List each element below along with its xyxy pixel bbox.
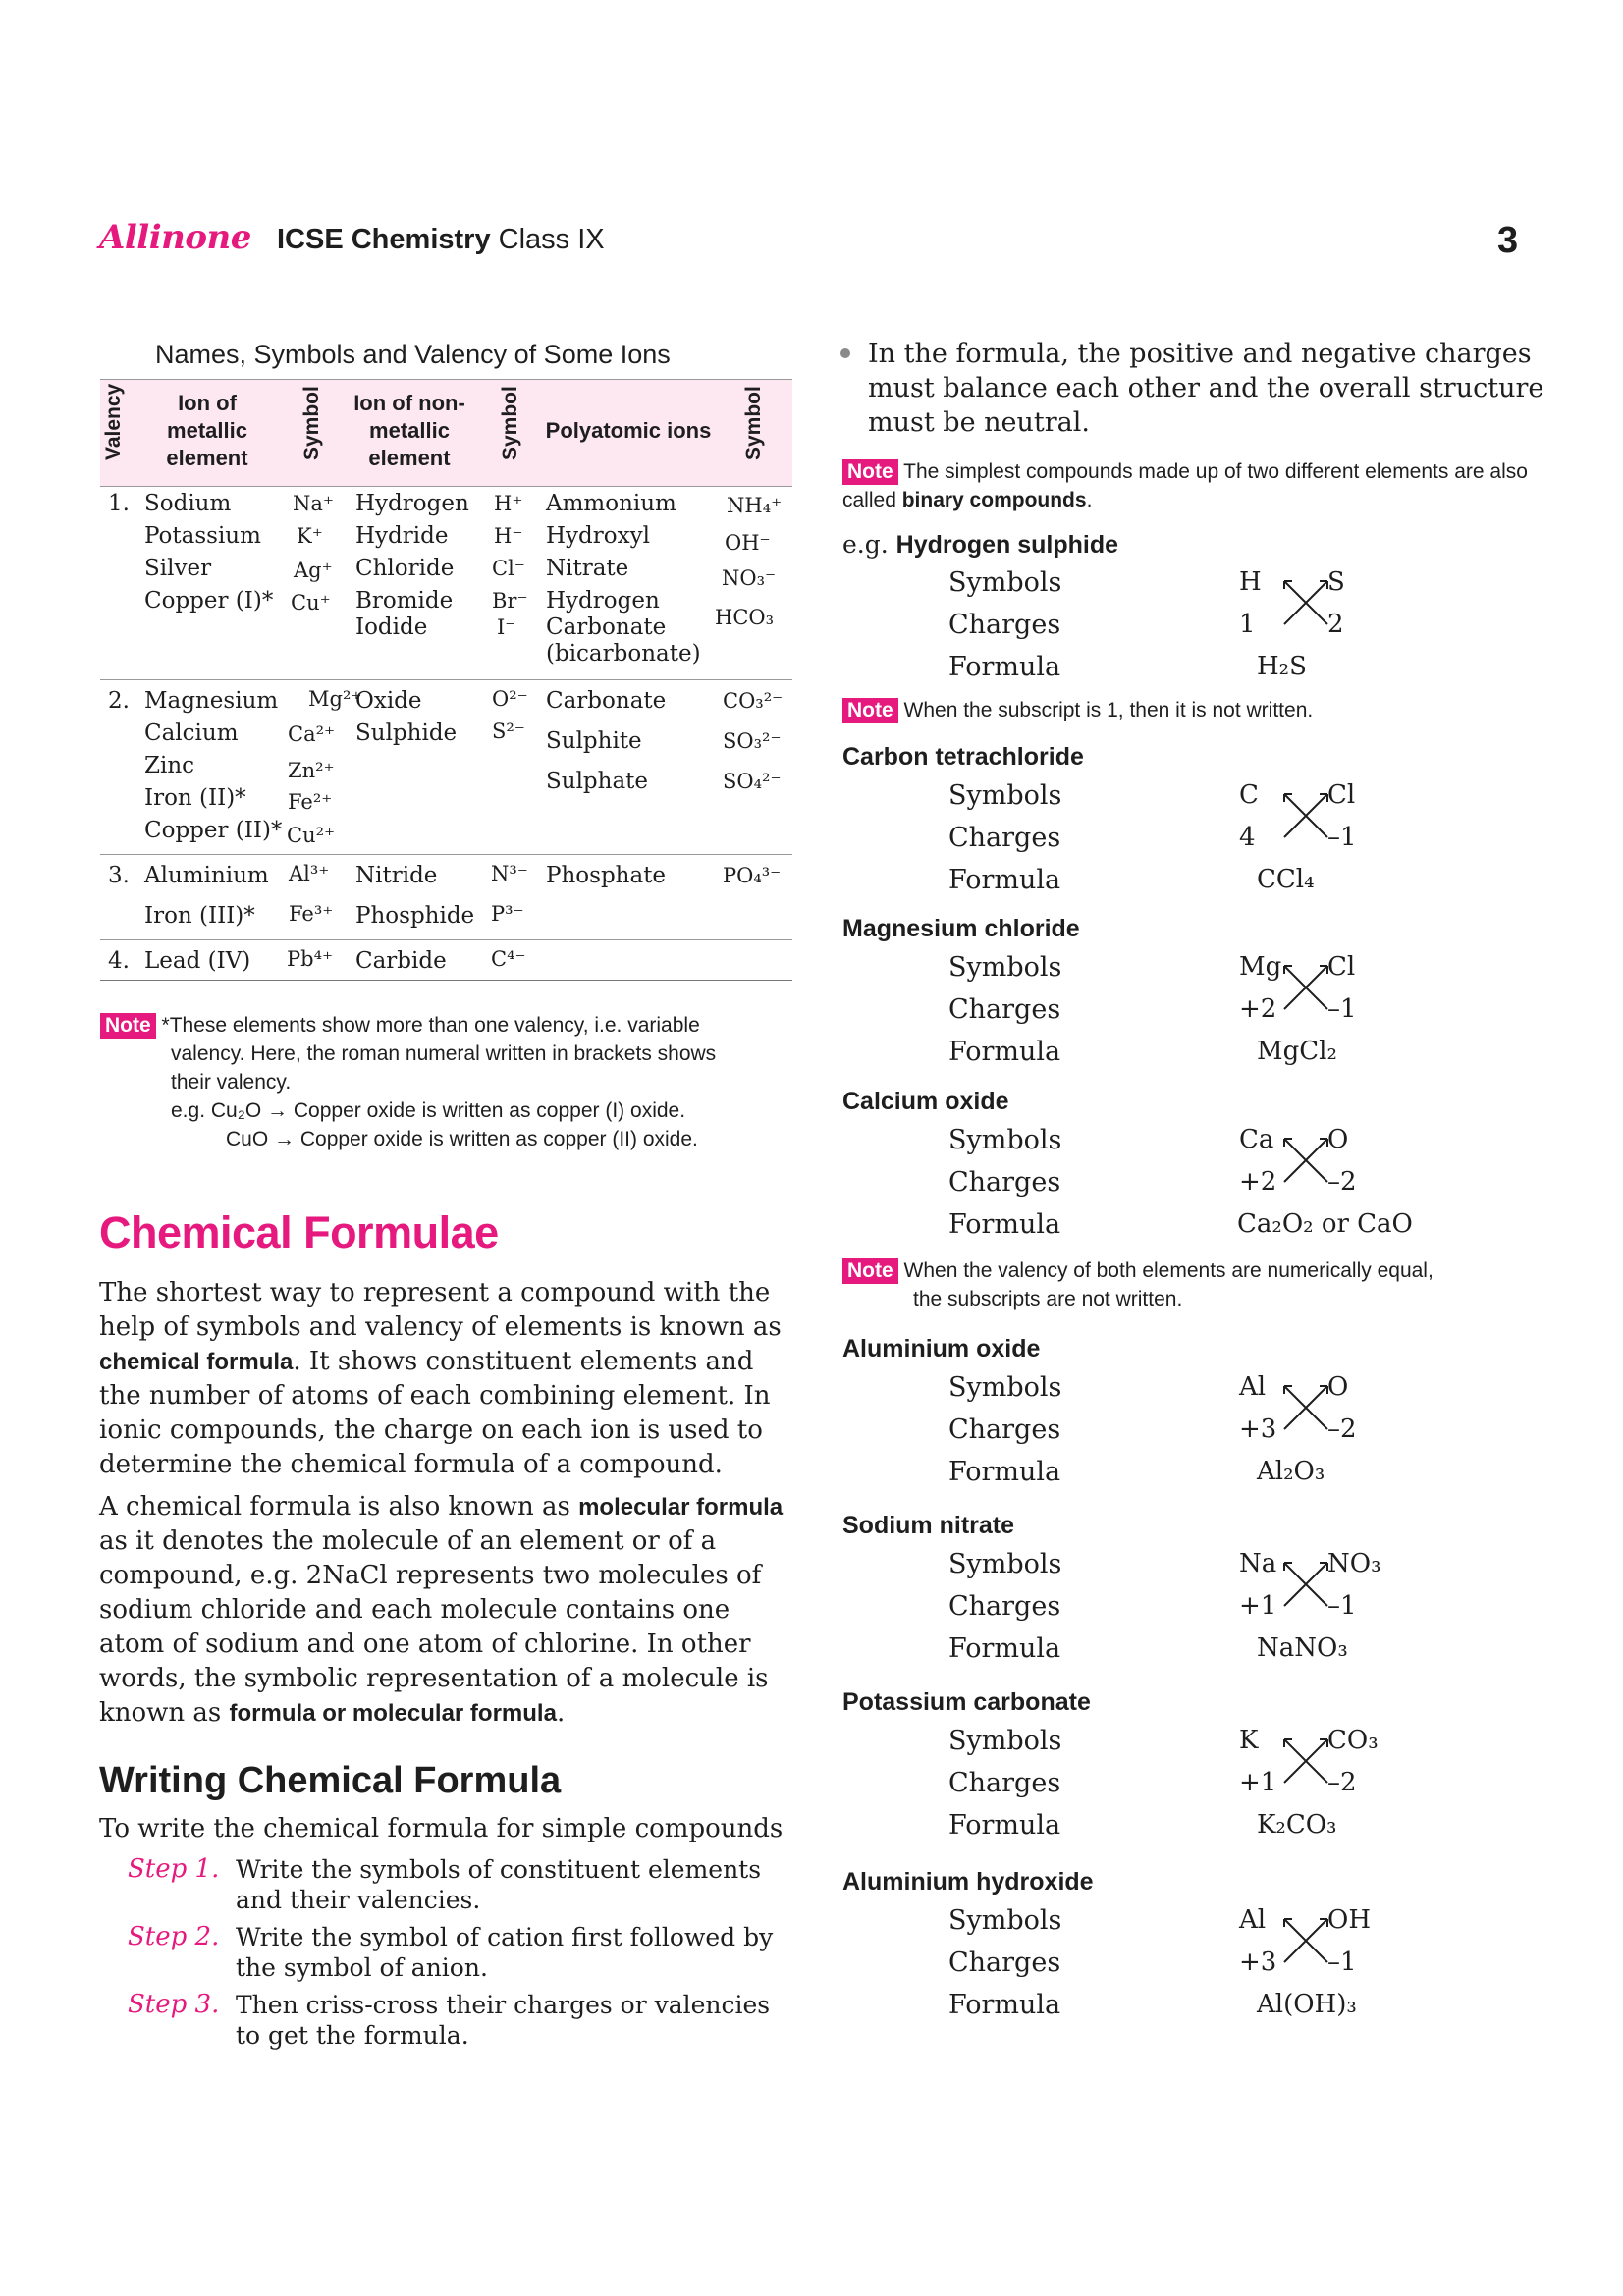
metal-symbol: Cu⁺ [291, 591, 331, 614]
header-symbol-3: Symbol [742, 386, 765, 460]
formula-result: H₂S [1257, 652, 1307, 681]
criss-cross-arrow-icon [1276, 788, 1335, 847]
polyatomic-symbol: NH₄⁺ [727, 494, 783, 517]
metal-symbol: K⁺ [297, 524, 323, 548]
polyatomic-symbol: HCO₃⁻ [715, 606, 785, 629]
compound-title: Potassium carbonate [842, 1688, 1091, 1716]
section-title: Chemical Formulae [99, 1207, 499, 1257]
symbol-left: Ca [1239, 1125, 1274, 1154]
charge-right: –1 [1327, 1948, 1357, 1977]
row-label-symbols: Symbols [948, 1372, 1062, 1403]
row-label-symbols: Symbols [948, 780, 1062, 811]
nonmetal-name: Nitride [355, 863, 438, 888]
nonmetal-symbol: P³⁻ [491, 902, 524, 926]
row-label-charges: Charges [948, 1948, 1061, 1978]
metal-name: Lead (IV) [144, 948, 251, 974]
row-label-symbols: Symbols [948, 1549, 1062, 1579]
table-title: Names, Symbols and Valency of Some Ions [155, 340, 671, 369]
note-subscript [842, 696, 1549, 724]
eg-prefix: e.g. [842, 530, 896, 559]
bullet-text: In the formula, the positive and negative charges must balance each other and the overall structure must be neutral. [868, 339, 1544, 438]
compound-name: Hydrogen sulphide [895, 531, 1119, 559]
book-title-rest: Class IX [490, 224, 605, 255]
bold-term: chemical formula [99, 1349, 294, 1375]
compound-title: Sodium nitrate [842, 1512, 1015, 1539]
bullet-point [840, 337, 1547, 440]
polyatomic-name: Sulphate [546, 769, 649, 794]
polyatomic-name: Hydrogen [546, 588, 660, 614]
writing-intro: To write the chemical formula for simple compounds [99, 1814, 784, 1843]
charge-left: +3 [1239, 1415, 1277, 1444]
charge-left: 1 [1239, 610, 1256, 639]
formula-result: CCl₄ [1257, 865, 1315, 894]
nonmetal-name: Hydrogen [355, 491, 469, 516]
header-symbol-1: Symbol [300, 386, 323, 460]
metal-name: Potassium [144, 523, 261, 549]
charge-left: +1 [1239, 1591, 1277, 1621]
charge-right: 2 [1327, 610, 1344, 639]
header-metal-ion: Ion of metallic element [166, 391, 248, 470]
note-text: When the valency of both elements are numerically equal, [903, 1259, 1434, 1282]
metal-name: Sodium [144, 491, 232, 516]
polyatomic-symbol: SO₄²⁻ [723, 770, 782, 793]
charge-right: –1 [1327, 823, 1357, 852]
nonmetal-symbol: S²⁻ [492, 720, 525, 743]
charge-right: –2 [1327, 1167, 1357, 1197]
row-label-charges: Charges [948, 1591, 1061, 1622]
nonmetal-name: Carbide [355, 948, 447, 974]
row-label-symbols: Symbols [948, 952, 1062, 983]
compound-title [842, 530, 1118, 560]
row-label-charges: Charges [948, 823, 1061, 853]
table-divider [100, 679, 792, 680]
criss-cross-arrow-icon [1276, 1380, 1335, 1439]
subsection-title: Writing Chemical Formula [99, 1760, 562, 1801]
metal-name: Copper (II)* [144, 818, 283, 843]
compound-title: Calcium oxide [842, 1088, 1009, 1115]
metal-symbol: Cu²⁺ [287, 824, 336, 847]
metal-symbol: Fe³⁺ [289, 902, 334, 926]
note-line: their valency. [171, 1071, 292, 1094]
polyatomic-symbol: SO₃²⁻ [723, 729, 782, 753]
symbol-right: OH [1327, 1905, 1371, 1935]
note-badge: Note [842, 1258, 898, 1284]
criss-cross-arrow-icon [1276, 1557, 1335, 1616]
charge-right: –1 [1327, 1591, 1357, 1621]
row-label-charges: Charges [948, 994, 1061, 1025]
step-label: Step 1. [128, 1854, 220, 1884]
nonmetal-symbol: H⁺ [494, 492, 523, 515]
page-number: 3 [1497, 220, 1519, 261]
row-label-formula: Formula [948, 865, 1061, 895]
header-polyatomic: Polyatomic ions [545, 418, 712, 443]
metal-name: Aluminium [144, 863, 269, 888]
formula-result: K₂CO₃ [1257, 1810, 1337, 1840]
row-label-formula: Formula [948, 1810, 1061, 1841]
table-bottom-rule [100, 980, 792, 981]
step-label: Step 2. [128, 1922, 220, 1951]
row-label-formula: Formula [948, 1633, 1061, 1664]
step-label: Step 3. [128, 1990, 220, 2019]
criss-cross-arrow-icon [1276, 1133, 1335, 1192]
formula-result: NaNO₃ [1257, 1633, 1348, 1663]
nonmetal-symbol: Br⁻ [492, 589, 528, 613]
metal-symbol: Mg²⁺ [308, 687, 362, 711]
symbol-left: K [1239, 1726, 1259, 1755]
row-label-symbols: Symbols [948, 567, 1062, 598]
metal-symbol: Pb⁴⁺ [287, 947, 334, 971]
paragraph-2 [99, 1490, 796, 1731]
row-label-charges: Charges [948, 1415, 1061, 1445]
note-text: the subscripts are not written. [913, 1288, 1183, 1310]
criss-cross-arrow-icon [1276, 575, 1335, 634]
charge-left: +3 [1239, 1948, 1277, 1977]
bold-term: binary compounds [901, 489, 1087, 511]
note-line: *These elements show more than one valency, i.e. variable [161, 1014, 700, 1037]
formula-result: Al₂O₃ [1257, 1457, 1325, 1486]
metal-name: Copper (I)* [144, 588, 274, 614]
nonmetal-name: Chloride [355, 556, 455, 581]
symbol-left: Mg [1239, 952, 1282, 982]
compound-title: Aluminium hydroxide [842, 1868, 1094, 1896]
table-note [100, 1011, 797, 1153]
text: as it denotes the molecule of an element or of a compound, e.g. 2NaCl represents two molecules of sodium chloride and each molecule contains one atom of sodium and one atom of chlorine. In other words, the symbolic representation of a molecule is known as [99, 1526, 769, 1728]
metal-name: Iron (III)* [144, 903, 255, 929]
symbol-left: H [1239, 567, 1262, 597]
metal-name: Zinc [144, 753, 195, 778]
nonmetal-name: Iodide [355, 614, 428, 640]
note-badge: Note [100, 1013, 156, 1039]
compound-title: Magnesium chloride [842, 915, 1080, 942]
row-label-formula: Formula [948, 1209, 1061, 1240]
formula-result: Al(OH)₃ [1257, 1990, 1357, 2019]
criss-cross-arrow-icon [1276, 1913, 1335, 1972]
bullet-icon [840, 348, 850, 358]
charge-left: +2 [1239, 994, 1277, 1024]
polyatomic-name: Ammonium [546, 491, 676, 516]
formula-result: MgCl₂ [1257, 1037, 1337, 1066]
row-label-symbols: Symbols [948, 1125, 1062, 1155]
charge-right: –2 [1327, 1415, 1357, 1444]
metal-symbol: Na⁺ [293, 492, 334, 515]
polyatomic-name: Nitrate [546, 556, 629, 581]
book-title [277, 224, 605, 256]
nonmetal-name: Bromide [355, 588, 454, 614]
charge-right: –2 [1327, 1768, 1357, 1797]
bold-term: molecular formula [578, 1494, 784, 1521]
symbol-right: O [1327, 1125, 1349, 1154]
row-label-charges: Charges [948, 1768, 1061, 1798]
nonmetal-name: Oxide [355, 688, 422, 714]
nonmetal-symbol: H⁻ [494, 524, 523, 548]
polyatomic-name: Carbonate [546, 614, 667, 640]
metal-name: Calcium [144, 721, 239, 746]
symbol-right: S [1327, 567, 1345, 597]
step-text: Write the symbol of cation first followed by the symbol of anion. [236, 1923, 774, 1982]
header-symbol-2: Symbol [499, 386, 521, 460]
valency-1: 1. [108, 491, 130, 516]
header-valency: Valency [102, 383, 125, 460]
polyatomic-symbol: OH⁻ [725, 531, 771, 555]
text: . It shows constituent elements and the number of atoms of each combining element. In ionic compounds, the charge on each ion is used to determine the chemical formula of a compound. [99, 1347, 771, 1479]
note-text: . [1086, 489, 1093, 511]
polyatomic-name: Sulphite [546, 728, 642, 754]
symbol-right: O [1327, 1372, 1349, 1402]
table-divider [100, 854, 792, 855]
polyatomic-symbol: NO₃⁻ [722, 566, 777, 590]
compound-title: Carbon tetrachloride [842, 743, 1084, 771]
table-header [100, 379, 792, 487]
note-binary [842, 457, 1549, 514]
paragraph-1 [99, 1276, 796, 1482]
metal-symbol: Al³⁺ [289, 862, 330, 885]
valency-4: 4. [108, 948, 130, 974]
polyatomic-name: Phosphate [546, 863, 667, 888]
step-text: Write the symbols of constituent elements and their valencies. [236, 1855, 762, 1914]
row-label-charges: Charges [948, 1167, 1061, 1198]
step-text: Then criss-cross their charges or valencies to get the formula. [236, 1991, 771, 2050]
bold-term: formula or molecular formula [229, 1700, 557, 1727]
brand-logo: Allinone [99, 218, 251, 257]
row-label-symbols: Symbols [948, 1905, 1062, 1936]
criss-cross-arrow-icon [1276, 1734, 1335, 1792]
valency-3: 3. [108, 863, 130, 888]
polyatomic-name: Hydroxyl [546, 523, 650, 549]
polyatomic-name: Carbonate [546, 688, 667, 714]
symbol-left: C [1239, 780, 1259, 810]
note-text: The simplest compounds made up of two different elements are also called [842, 460, 1528, 511]
note-example: CuO → Copper oxide is written as copper (II) oxide. [226, 1128, 698, 1150]
symbol-left: Na [1239, 1549, 1277, 1578]
valency-2: 2. [108, 688, 130, 714]
symbol-left: Al [1239, 1372, 1267, 1402]
formula-result: Ca₂O₂ or CaO [1237, 1209, 1413, 1239]
symbol-right: CO₃ [1327, 1726, 1379, 1755]
note-text: When the subscript is 1, then it is not written. [903, 699, 1314, 721]
metal-name: Magnesium [144, 688, 279, 714]
book-title-bold: ICSE Chemistry [277, 224, 491, 255]
symbol-right: Cl [1327, 780, 1356, 810]
charge-left: 4 [1239, 823, 1256, 852]
row-label-charges: Charges [948, 610, 1061, 640]
header-nonmetal-ion: Ion of non-metallic element [353, 391, 465, 470]
nonmetal-symbol: C⁴⁻ [491, 947, 526, 971]
note-example: e.g. Cu₂O → Copper oxide is written as copper (I) oxide. [171, 1099, 686, 1122]
symbol-right: NO₃ [1327, 1549, 1381, 1578]
note-badge: Note [842, 459, 898, 485]
polyatomic-name: (bicarbonate) [546, 641, 701, 667]
nonmetal-name: Sulphide [355, 721, 458, 746]
criss-cross-arrow-icon [1276, 960, 1335, 1019]
nonmetal-symbol: I⁻ [497, 615, 516, 639]
compound-title: Aluminium oxide [842, 1335, 1041, 1362]
symbol-right: Cl [1327, 952, 1356, 982]
metal-name: Silver [144, 556, 212, 581]
metal-symbol: Ca²⁺ [288, 722, 336, 746]
row-label-formula: Formula [948, 1990, 1061, 2020]
table-divider [100, 939, 792, 940]
row-label-formula: Formula [948, 1457, 1061, 1487]
text: The shortest way to represent a compound with the help of symbols and valency of elements is known as [99, 1278, 782, 1342]
row-label-formula: Formula [948, 1037, 1061, 1067]
polyatomic-symbol: PO₄³⁻ [723, 864, 782, 887]
note-equal-valency [842, 1256, 1549, 1313]
charge-left: +1 [1239, 1768, 1277, 1797]
charge-left: +2 [1239, 1167, 1277, 1197]
text: A chemical formula is also known as [99, 1492, 579, 1522]
nonmetal-symbol: N³⁻ [491, 862, 528, 885]
metal-symbol: Ag⁺ [294, 559, 333, 582]
text: . [556, 1698, 566, 1728]
nonmetal-symbol: O²⁻ [492, 687, 528, 711]
symbol-left: Al [1239, 1905, 1267, 1935]
metal-symbol: Zn²⁺ [288, 759, 335, 782]
note-badge: Note [842, 698, 898, 723]
note-line: valency. Here, the roman numeral written in brackets shows [171, 1042, 717, 1065]
nonmetal-symbol: Cl⁻ [492, 557, 525, 580]
metal-symbol: Fe²⁺ [288, 790, 333, 814]
metal-name: Iron (II)* [144, 785, 246, 811]
charge-right: –1 [1327, 994, 1357, 1024]
nonmetal-name: Phosphide [355, 903, 475, 929]
polyatomic-symbol: CO₃²⁻ [723, 689, 784, 713]
row-label-symbols: Symbols [948, 1726, 1062, 1756]
nonmetal-name: Hydride [355, 523, 449, 549]
row-label-formula: Formula [948, 652, 1061, 682]
